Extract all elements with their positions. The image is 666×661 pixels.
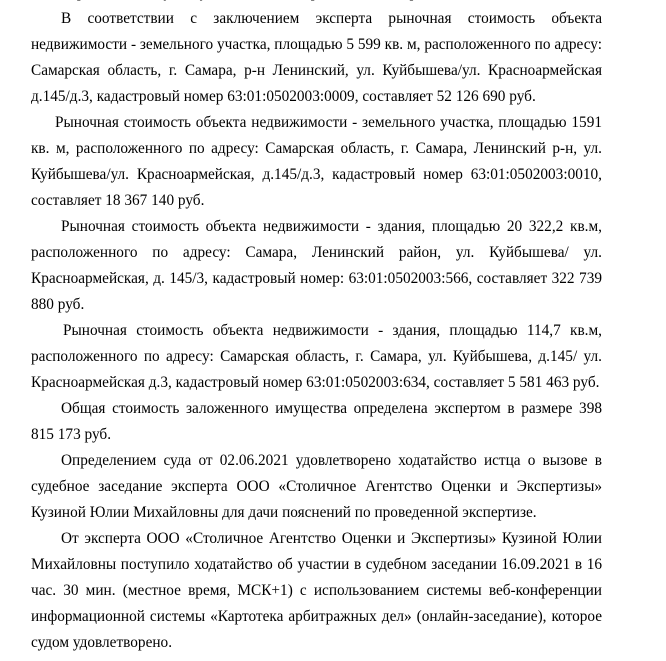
paragraph-building-1: Рыночная стоимость объекта недвижимости - здания, площадью 20 322,2 кв.м, расположенного по адресу: Самара, Ленинский район, ул. Куйбышева/ ул. Красноармейская, д. 145/3, кадастровый номер: 63:01:0502003:566, составляет 322 739 880 руб. (31, 218, 602, 313)
paragraph-total-value: Общая стоимость заложенного имущества определена экспертом в размере 398 815 173 руб. (31, 400, 602, 443)
paragraph-land-plot-1: В соответствии с заключением эксперта рыночная стоимость объекта недвижимости - земельного участка, площадью 5 599 кв. м, расположенного по адресу: Самарская область, г. Самара, р-н Ленинский, ул. Куйбышева/ул. Красноармейская д.145/д.3, кадастровый номер 63:01:0502003:0009, составляет 52 126 690 руб. (31, 10, 602, 105)
cut-off-top-line (31, 0, 602, 6)
paragraph-building-2: Рыночная стоимость объекта недвижимости - здания, площадью 114,7 кв.м, расположенного по адресу: Самарская область, г. Самара, ул. Куйбышева, д.145/ ул. Красноармейская д.3, кадастровый номер 63:01:0502003:634, составляет 5 581 463 руб. (31, 322, 602, 391)
cut-off-top-text (61, 0, 424, 6)
paragraph-expert-request: От эксперта ООО «Столичное Агентство Оценки и Экспертизы» Кузиной Юлии Михайловны поступило ходатайство об участии в судебном заседании 16.09.2021 в 16 час. 30 мин. (местное время, МСК+1) с использованием системы веб-конференции информационной системы «Картотека арбитражных дел» (онлайн-заседание), которое судом удовлетворено. (31, 530, 602, 651)
paragraph-court-ruling: Определением суда от 02.06.2021 удовлетворено ходатайство истца о вызове в судебное заседание эксперта ООО «Столичное Агентство Оценки и Экспертизы» Кузиной Юлии Михайловны для дачи пояснений по проведенной экспертизе. (31, 452, 602, 521)
document-page (31, 0, 602, 656)
paragraph-land-plot-2: Рыночная стоимость объекта недвижимости - земельного участка, площадью 1591 кв. м, расположенного по адресу: Самарская область, г. Самара, Ленинский р-н, ул. Куйбышева/ул. Красноармейская, д.145/д.3, кадастровый номер 63:01:0502003:0010, составляет 18 367 140 руб. (31, 114, 602, 209)
